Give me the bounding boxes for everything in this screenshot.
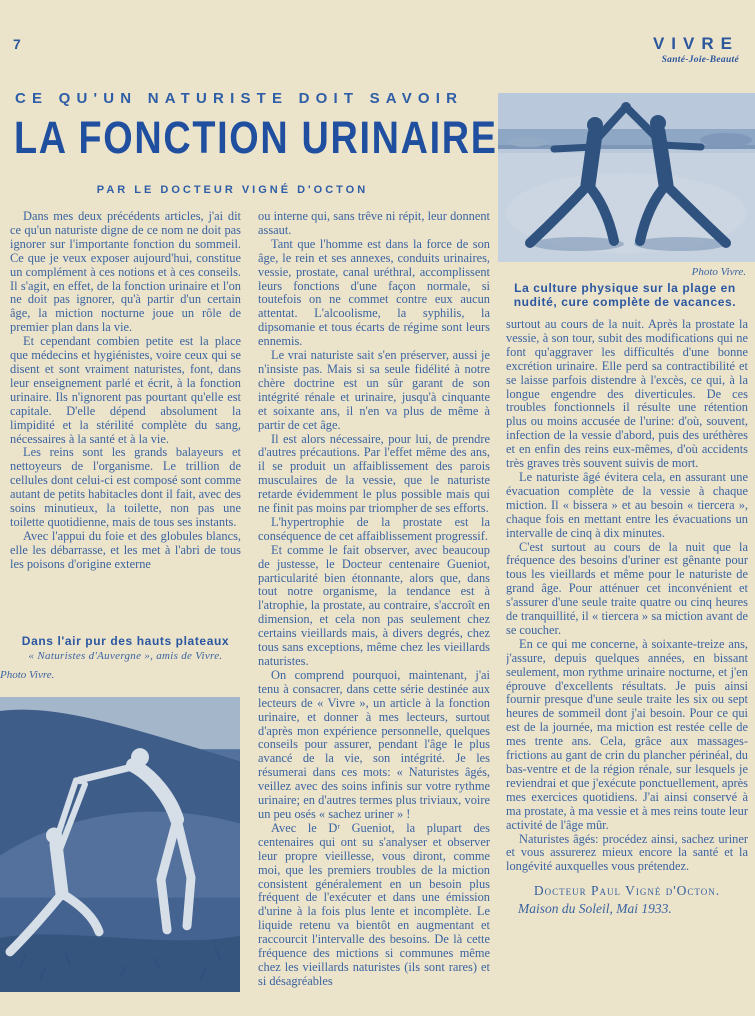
paragraph: Et comme le fait observer, avec beaucoup de justesse, le Docteur centenaire Gueniot, particularité bien étonnante, alors que, dans tout notre organisme, la tendance est à l'atrophie, la prostate, au contraire, s'accroît en dimension, et cela non pas seulement chez certains vieillards mais, à divers degrés, chez tous sans exceptions, même chez les vieillards naturistes.	[258, 542, 490, 668]
paragraph: Avec le Dʳ Gueniot, la plupart des centenaires qui ont su s'analyser et observer leur propre vieillesse, vous diront, comme moi, que les premiers troubles de la miction consistent généralement en un besoin plus fréquent de l'exécuter et dans une émission d'urine à la fois plus lente et incomplète. Le liquide retenu va bientôt en augmentant et raccourcit l'intervalle des besoins. De là cette fréquence des mictions si communes même chez les vieillards naturistes (ils sont rares) et si désagréables	[258, 820, 490, 988]
beach-photo	[498, 93, 755, 262]
paragraph: C'est surtout au cours de la nuit que la fréquence des besoins d'uriner est gênante pour tous les vieillards et même pour le naturiste de grand âge. Pour atténuer cet inconvénient et s'assurer d'une seule traite quatre ou cinq heures de tranquillité, il « tiercera » sa miction avant de se coucher.	[506, 539, 748, 637]
author-signature: Docteur Paul Vigné d'Octon.	[533, 883, 721, 899]
page-number: 7	[13, 36, 21, 52]
paragraph: Tant que l'homme est dans la force de son âge, le rein et ses annexes, conduits urinaires, vessie, prostate, canal uréthral, accomplissent leurs fonctions d'une façon normale, si toutefois on ne commet contre eux aucun attentat. L'alcoolisme, la syphilis, la dipsomanie et tous écarts de régime sont leurs ennemis.	[258, 236, 490, 349]
paragraph: Dans mes deux précédents articles, j'ai dit ce qu'un naturiste digne de ce nom ne doit pas ignorer sur l'importante fonction du sommeil. Ce que je veux exposer aujourd'hui, constitue un complément à ces notions et à ces conseils. Il s'agit, en effet, de la fonction urinaire et l'on ne doit pas ignorer, qu'à partir d'un certain âge, la miction nocturne joue un rôle de premier plan dans la vie.	[10, 210, 241, 335]
magazine-subtitle: Santé-Joie-Beauté	[661, 55, 739, 65]
article-column-1	[10, 210, 241, 630]
article-column-3	[506, 318, 748, 1016]
paragraph: Il est alors nécessaire, pour lui, de prendre d'autres précautions. Par l'effet même des ans, il se produit un affaiblissement des parois musculaires de la vessie, que le naturiste retarde évidemment le plus possible mais qui ne finit pas moins par triompher de ses efforts.	[258, 431, 490, 516]
paragraph: surtout au cours de la nuit. Après la prostate la vessie, à son tour, subit des modifications qui ne font qu'aggraver les difficultés d'une bonne excrétion urinaire. Elle perd sa contractibilité et se laisse parfois distendre à l'excès, ce qui, à la longue engendre des diverticules. De ces troubles fonctionnels il résulte une rétention plus ou moins accusée de l'urine: d'où, souvent, infection de la vessie d'abord, puis des uréthères et en enfin des reins eux-mêmes, d'où accidents très graves très souvent suivis de mort.	[506, 318, 748, 471]
field-photo-caption	[10, 634, 241, 662]
paragraph: Le vrai naturiste sait s'en préserver, aussi je n'insiste pas. Mais si sa seule fidélité à notre chère doctrine est un sûr garant de son intégrité rénale et urinaire, jusqu'à cinquante et soixante ans, il n'en va plus de même à partir de cet âge.	[258, 348, 490, 432]
byline: PAR LE DOCTEUR VIGNÉ D'OCTON	[96, 184, 369, 196]
field-photo	[0, 697, 240, 992]
paragraph: Le naturiste âgé évitera cela, en assurant une évacuation complète de la vessie à chaque miction. Il « bissera » et au besoin « tiercera », chaque fois en mettant entre les évacuations un intervalle de cinq à dix minutes.	[506, 469, 748, 540]
field-photo-caption-sub: « Naturistes d'Auvergne », amis de Vivre.	[28, 650, 223, 662]
paragraph: Les reins sont les grands balayeurs et nettoyeurs de l'organisme. Le trillion de cellules dont celui-ci est composé sont comme autant de petits habitacles dont il fait, avec des soins minutieux, la toilette, non pas une toilette quotidienne, mais de tous ses instants.	[10, 445, 241, 529]
paragraph: Avec l'appui du foie et des globules blancs, elle les débarrasse, et les met à l'abri de tous les poisons d'origine externe	[10, 528, 241, 571]
magazine-title: VIVRE	[652, 34, 739, 53]
beach-photo-credit: Photo Vivre.	[691, 266, 746, 278]
kicker: CE QU'UN NATURISTE DOIT SAVOIR	[15, 90, 464, 107]
masthead	[653, 34, 739, 65]
beach-photo-caption: La culture physique sur la plage en nudité, cure complète de vacances.	[513, 281, 737, 309]
paragraph: Et cependant combien petite est la place que médecins et hygiénistes, voire ceux qui se disent et sont vraiment naturistes, font, dans leur enseignement parlé et écrit, à la fonction urinaire. Ils n'ignorent pas pourtant qu'elle est capitale. D'elle dépend absolument la limpidité et la stérilité complète du sang, nécessaires à la santé et à la vie.	[10, 334, 241, 446]
paragraph: L'hypertrophie de la prostate est la conséquence de cet affaiblissement progressif.	[258, 514, 490, 543]
paragraph: On comprend pourquoi, maintenant, j'ai tenu à consacrer, dans cette série destinée aux lecteurs de « Vivre », un article à la fonction urinaire, et donner à mes lecteurs, surtout d'après mon expérience personnelle, quelques conseils pour assurer, pendant l'âge le plus avancé de la vie, son intégrité. Je les résumerai dans ces mots: « Naturistes âgés, veillez avec des soins infinis sur votre rythme urinaire; en d'autres termes plus triviaux, voire un peu osés « sachez uriner » !	[258, 667, 490, 821]
paragraph: Naturistes âgés: procédez ainsi, sachez uriner et vous assurerez mieux encore la santé et la longévité auxquelles vous prétendez.	[506, 831, 748, 874]
article-column-2	[258, 210, 490, 1012]
field-photo-credit: Photo Vivre.	[0, 669, 55, 681]
paragraph: En ce qui me concerne, à soixante-treize ans, j'assure, depuis quelques années, en bissant seulement, mon rythme urinaire nocturne, et j'en éprouve d'excellents résultats. Je puis ainsi fournir presque d'une seule traite les six ou sept heures de sommeil dont j'ai besoin. Pour ce qui est de la journée, ma miction est restée celle de mes trente ans. Cela, grâce aux massages-frictions au gant de crin du plancher périnéal, du bas-ventre et de la région rénale, sur lesquels je reviendrai et que j'exécute ponctuellement, après mes exercices quotidiens. J'ai ainsi conservé à ma prostate, à ma vessie et à mes reins toute leur activité de l'âge mûr.	[506, 636, 748, 832]
dateline: Maison du Soleil, Mai 1933.	[518, 901, 672, 917]
field-photo-caption-title: Dans l'air pur des hauts plateaux	[21, 634, 230, 648]
paragraph: ou interne qui, sans trêve ni répit, leur donnent assaut.	[258, 210, 490, 237]
article-title: LA FONCTION URINAIRE	[14, 112, 498, 163]
